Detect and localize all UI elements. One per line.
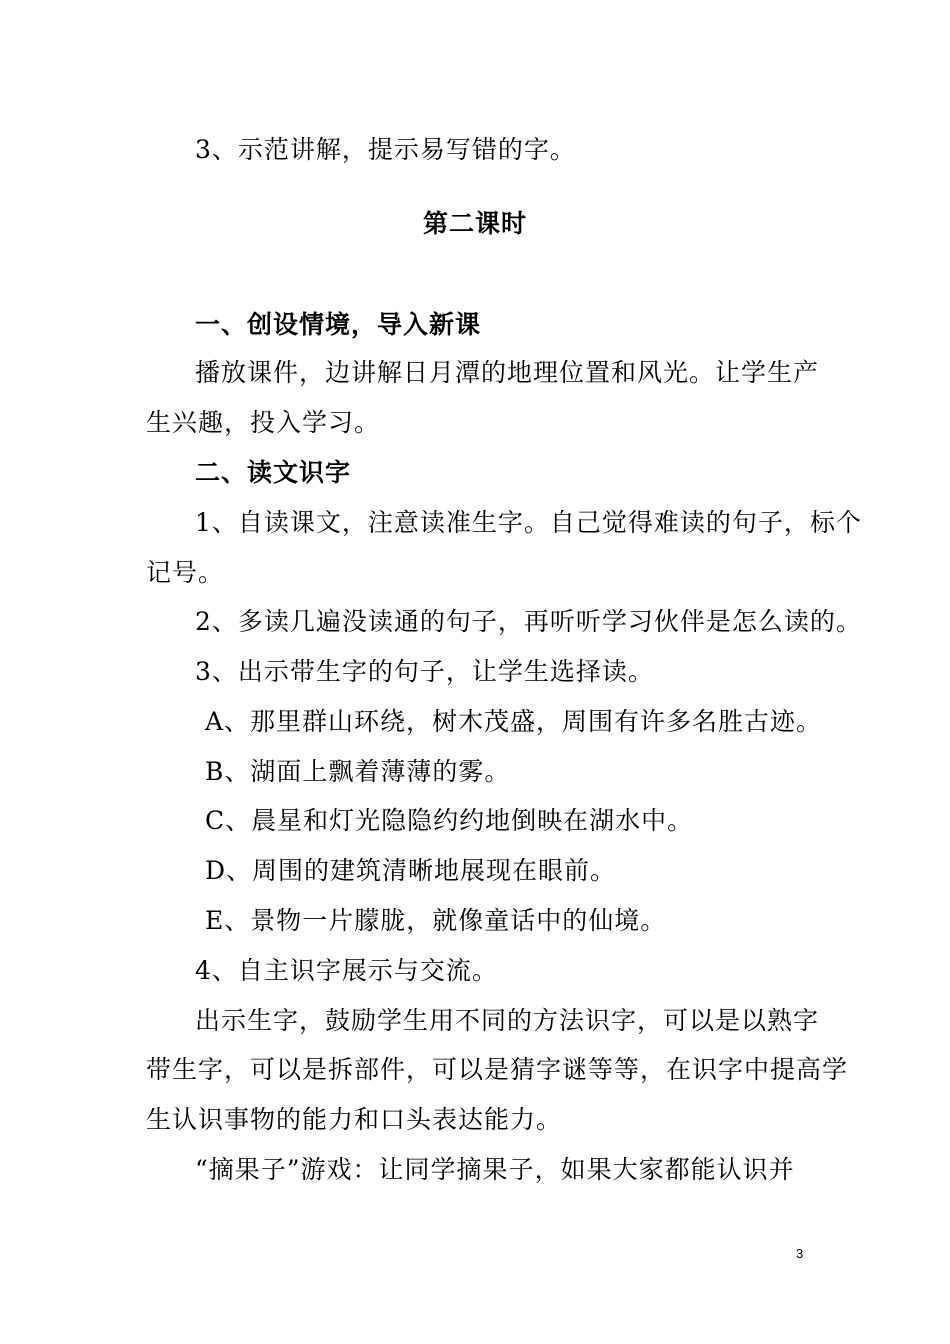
heading-part-two: 二、读文识字 <box>195 458 352 487</box>
heading-part-one: 一、创设情境，导入新课 <box>195 310 482 339</box>
paragraph-line: “摘果子”游戏：让同学摘果子，如果大家都能认识并 <box>195 1155 795 1184</box>
section-title: 第二课时 <box>422 209 527 238</box>
paragraph-line: 记号。 <box>146 558 225 587</box>
paragraph-line: 3、出示带生字的句子，让学生选择读。 <box>195 657 654 686</box>
list-item-a: A、那里群山环绕，树木茂盛，周围有许多名胜古迹。 <box>205 707 823 736</box>
paragraph-line: 生认识事物的能力和口头表达能力。 <box>146 1105 563 1134</box>
paragraph-line: 4、自主识字展示与交流。 <box>195 956 498 985</box>
paragraph-line: 2、多读几遍没读通的句子，再听听学习伙伴是怎么读的。 <box>195 607 862 636</box>
paragraph-line: 生兴趣，投入学习。 <box>146 408 381 437</box>
list-item-b: B、湖面上飘着薄薄的雾。 <box>205 757 511 786</box>
paragraph-line: 带生字，可以是拆部件，可以是猜字谜等等，在识字中提高学 <box>146 1055 849 1084</box>
text-line-step3-demo: 3、示范讲解，提示易写错的字。 <box>195 135 576 164</box>
paragraph-line: 播放课件，边讲解日月潭的地理位置和风光。让学生产 <box>195 358 820 387</box>
page-number: 3 <box>796 1246 804 1261</box>
paragraph-line: 出示生字，鼓励学生用不同的方法识字，可以是以熟字 <box>195 1006 820 1035</box>
list-item-e: E、景物一片朦胧，就像童话中的仙境。 <box>205 906 667 935</box>
list-item-c: C、晨星和灯光隐隐约约地倒映在湖水中。 <box>205 806 694 835</box>
list-item-d: D、周围的建筑清晰地展现在眼前。 <box>205 856 617 885</box>
paragraph-line: 1、自读课文，注意读准生字。自己觉得难读的句子，标个 <box>195 508 862 537</box>
